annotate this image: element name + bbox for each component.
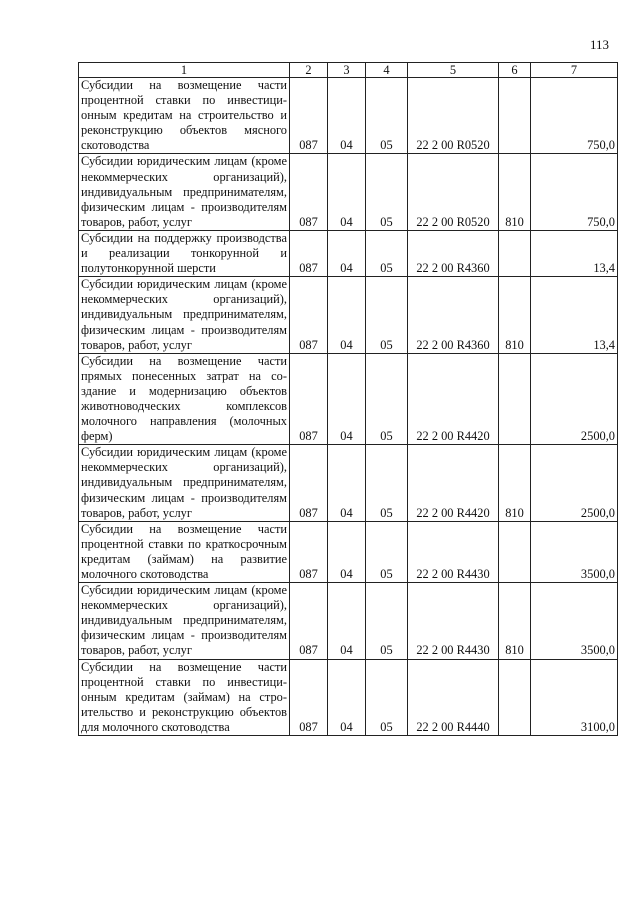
amount-cell: 750,0 <box>531 78 618 154</box>
table-row <box>79 78 618 154</box>
table-row <box>79 353 618 445</box>
expense-name-cell: Субсидии на возмещение части процентной ставки по инвестиционным кредитам на строительство и реконструкцию объектов мясного скотоводства <box>79 78 290 154</box>
budget-table <box>78 62 618 736</box>
expense-name-cell: Субсидии на поддержку производства и реализации тонкорунной и полутонкорунной шерсти <box>79 230 290 276</box>
column-header: 1 <box>79 63 290 78</box>
table-row <box>79 230 618 276</box>
header-row <box>79 63 618 78</box>
ministry-code-cell: 087 <box>290 445 328 521</box>
section-code-cell: 04 <box>328 659 366 735</box>
expense-name-cell: Субсидии юридическим лицам (кроме некоммерческих организаций), индивидуальным предпринимателям, физическим лицам - производителям товаров, работ, услуг <box>79 277 290 353</box>
ministry-code-cell: 087 <box>290 277 328 353</box>
expense-type-cell <box>499 230 531 276</box>
section-code-cell: 04 <box>328 583 366 659</box>
subsection-code-cell: 05 <box>366 277 408 353</box>
table-row <box>79 154 618 230</box>
ministry-code-cell: 087 <box>290 659 328 735</box>
expense-name-cell: Субсидии юридическим лицам (кроме некоммерческих организаций), индивидуальным предпринимателям, физическим лицам - производителям товаров, работ, услуг <box>79 583 290 659</box>
target-code-cell: 22 2 00 R4430 <box>408 583 499 659</box>
section-code-cell: 04 <box>328 353 366 445</box>
column-header: 7 <box>531 63 618 78</box>
ministry-code-cell: 087 <box>290 583 328 659</box>
target-code-cell: 22 2 00 R4420 <box>408 353 499 445</box>
ministry-code-cell: 087 <box>290 230 328 276</box>
subsection-code-cell: 05 <box>366 230 408 276</box>
amount-cell: 2500,0 <box>531 445 618 521</box>
expense-type-cell: 810 <box>499 583 531 659</box>
expense-name-cell: Субсидии на возмещение части прямых понесенных затрат на создание и модернизацию объектов животноводческих комплексов молочного направления (молочных ферм) <box>79 353 290 445</box>
expense-type-cell: 810 <box>499 154 531 230</box>
subsection-code-cell: 05 <box>366 353 408 445</box>
expense-type-cell: 810 <box>499 277 531 353</box>
target-code-cell: 22 2 00 R4440 <box>408 659 499 735</box>
column-header: 4 <box>366 63 408 78</box>
target-code-cell: 22 2 00 R4360 <box>408 277 499 353</box>
amount-cell: 13,4 <box>531 277 618 353</box>
section-code-cell: 04 <box>328 445 366 521</box>
section-code-cell: 04 <box>328 78 366 154</box>
table-row <box>79 659 618 735</box>
table-row <box>79 521 618 582</box>
expense-type-cell <box>499 521 531 582</box>
table-row <box>79 277 618 353</box>
expense-name-cell: Субсидии на возмещение части процентной ставки по краткосрочным кредитам (займам) на развитие молочного скотоводства <box>79 521 290 582</box>
column-header: 6 <box>499 63 531 78</box>
column-header: 5 <box>408 63 499 78</box>
subsection-code-cell: 05 <box>366 583 408 659</box>
column-header: 3 <box>328 63 366 78</box>
expense-type-cell <box>499 659 531 735</box>
column-header: 2 <box>290 63 328 78</box>
ministry-code-cell: 087 <box>290 154 328 230</box>
amount-cell: 3500,0 <box>531 521 618 582</box>
table-row <box>79 445 618 521</box>
amount-cell: 2500,0 <box>531 353 618 445</box>
amount-cell: 750,0 <box>531 154 618 230</box>
expense-type-cell <box>499 353 531 445</box>
target-code-cell: 22 2 00 R4420 <box>408 445 499 521</box>
amount-cell: 3100,0 <box>531 659 618 735</box>
target-code-cell: 22 2 00 R4430 <box>408 521 499 582</box>
subsection-code-cell: 05 <box>366 78 408 154</box>
expense-type-cell <box>499 78 531 154</box>
expense-name-cell: Субсидии юридическим лицам (кроме некоммерческих организаций), индивидуальным предпринимателям, физическим лицам - производителям товаров, работ, услуг <box>79 445 290 521</box>
section-code-cell: 04 <box>328 277 366 353</box>
target-code-cell: 22 2 00 R4360 <box>408 230 499 276</box>
page-number: 113 <box>590 37 610 52</box>
section-code-cell: 04 <box>328 230 366 276</box>
subsection-code-cell: 05 <box>366 521 408 582</box>
table-row <box>79 583 618 659</box>
subsection-code-cell: 05 <box>366 659 408 735</box>
amount-cell: 13,4 <box>531 230 618 276</box>
section-code-cell: 04 <box>328 154 366 230</box>
expense-name-cell: Субсидии юридическим лицам (кроме некоммерческих организаций), индивидуальным предпринимателям, физическим лицам - производителям товаров, работ, услуг <box>79 154 290 230</box>
subsection-code-cell: 05 <box>366 445 408 521</box>
section-code-cell: 04 <box>328 521 366 582</box>
target-code-cell: 22 2 00 R0520 <box>408 154 499 230</box>
amount-cell: 3500,0 <box>531 583 618 659</box>
expense-type-cell: 810 <box>499 445 531 521</box>
target-code-cell: 22 2 00 R0520 <box>408 78 499 154</box>
ministry-code-cell: 087 <box>290 521 328 582</box>
subsection-code-cell: 05 <box>366 154 408 230</box>
ministry-code-cell: 087 <box>290 78 328 154</box>
expense-name-cell: Субсидии на возмещение части процентной ставки по инвестиционным кредитам (займам) на строительство и реконструкцию объектов для молочного скотоводства <box>79 659 290 735</box>
ministry-code-cell: 087 <box>290 353 328 445</box>
